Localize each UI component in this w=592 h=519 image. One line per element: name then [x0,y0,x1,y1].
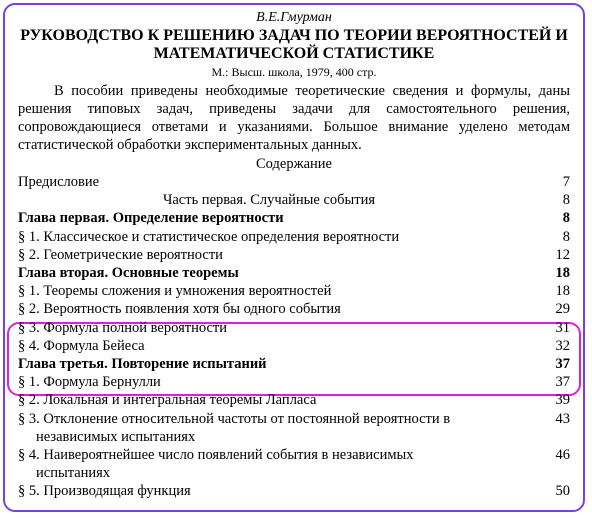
toc-item [18,482,570,500]
toc-item-title [18,482,530,500]
document-content [18,10,570,501]
publisher: М.: Высш. школа, 1979, 400 стр. [211,65,377,79]
toc-heading: Содержание [256,156,332,172]
toc-item [18,373,570,391]
toc-item-page: 37 [555,356,570,373]
toc-item-title [18,300,530,318]
toc-item-title-line: § 4. Наивероятнейшее число появлений события в независимых [18,447,414,464]
toc-item [18,355,570,373]
toc-item-title-line: § 1. Классическое и статистическое определения вероятности [18,228,400,245]
toc-item-page: 32 [555,337,570,354]
toc-item [18,246,570,264]
toc-item-title [18,228,530,246]
toc-item-title [18,246,530,264]
toc-item-title-line: § 1. Теоремы сложения и умножения вероятностей [18,283,332,300]
toc-item [18,191,570,209]
toc-item-title-line: Глава вторая. Основные теоремы [18,265,239,282]
toc-item-page: 18 [555,265,570,282]
toc-item-title [18,173,530,191]
toc-item [18,391,570,409]
toc-item-page: 12 [555,246,570,263]
toc-item [18,282,570,300]
toc-item-page: 50 [555,483,570,500]
toc-item-page: 7 [562,174,570,190]
toc-item [18,300,570,318]
toc-item-title [18,410,530,446]
title-line-1: РУКОВОДСТВО К РЕШЕНИЮ ЗАДАЧ ПО ТЕОРИИ ВЕРОЯТНОСТЕЙ И [20,27,568,44]
toc-item [18,410,570,446]
toc-item [18,337,570,355]
book-title [18,27,570,63]
toc-item-title-line: § 3. Формула полной вероятности [18,319,227,336]
title-line-2: МАТЕМАТИЧЕСКОЙ СТАТИСТИКЕ [153,45,435,62]
toc-item [18,228,570,246]
toc-item-page: 39 [555,392,570,409]
toc-item-title-line: § 1. Формула Бернулли [18,374,161,391]
toc-item [18,319,570,337]
toc-item [18,209,570,227]
toc-item [18,173,570,191]
toc-item-title [18,337,530,355]
toc-item-title-line: Глава первая. Определение вероятности [18,210,284,227]
toc-item-title-line: § 3. Отклонение относительной частоты от постоянной вероятности в [18,410,451,427]
toc-item-title [18,264,530,282]
toc-item-title-line: § 2. Геометрические вероятности [18,246,223,263]
toc-item-title [18,355,530,373]
toc-item-title-line: Часть первая. Случайные события [162,192,376,209]
toc-item-title [18,373,530,391]
author: В.Е.Гмурман [256,10,332,25]
toc-item-page: 31 [555,319,570,336]
toc-item-page: 8 [562,228,570,245]
toc-item-title-continuation: независимых испытаниях [36,428,196,445]
toc-item-title-line: § 2. Локальная и интегральная теоремы Лапласа [18,392,317,409]
toc-item-page: 18 [555,283,570,300]
abstract: В пособии приведены необходимые теоретические сведения и формулы, даны решения типовых задач, приведены задачи для самостоятельного решения, сопровождающиеся ответами и указаниями. Большое внимание уделено методам статистической обработки экспериментальных данных. [18,83,570,153]
toc-item-page: 46 [555,447,570,464]
toc-item-title-line: § 4. Формула Бейеса [18,337,145,354]
toc-item-title [18,191,530,209]
table-of-contents [18,173,570,501]
toc-item [18,446,570,482]
toc-item-title-line: § 2. Вероятность появления хотя бы одного события [18,301,341,318]
toc-item-page: 29 [555,301,570,318]
toc-item-title [18,319,530,337]
toc-item-page: 8 [562,210,570,227]
toc-item-title [18,282,530,300]
toc-item-page: 37 [555,374,570,391]
toc-item-page: 8 [562,192,570,209]
toc-item-title [18,446,530,482]
toc-item-title-line: Глава третья. Повторение испытаний [18,356,267,373]
toc-item-title-line: Предисловие [18,174,100,190]
toc-item [18,264,570,282]
toc-item-title [18,391,530,409]
toc-item-title-continuation: испытаниях [36,465,111,482]
toc-item-page: 43 [555,410,570,427]
toc-item-title [18,209,530,227]
toc-item-title-line: § 5. Производящая функция [18,483,191,500]
